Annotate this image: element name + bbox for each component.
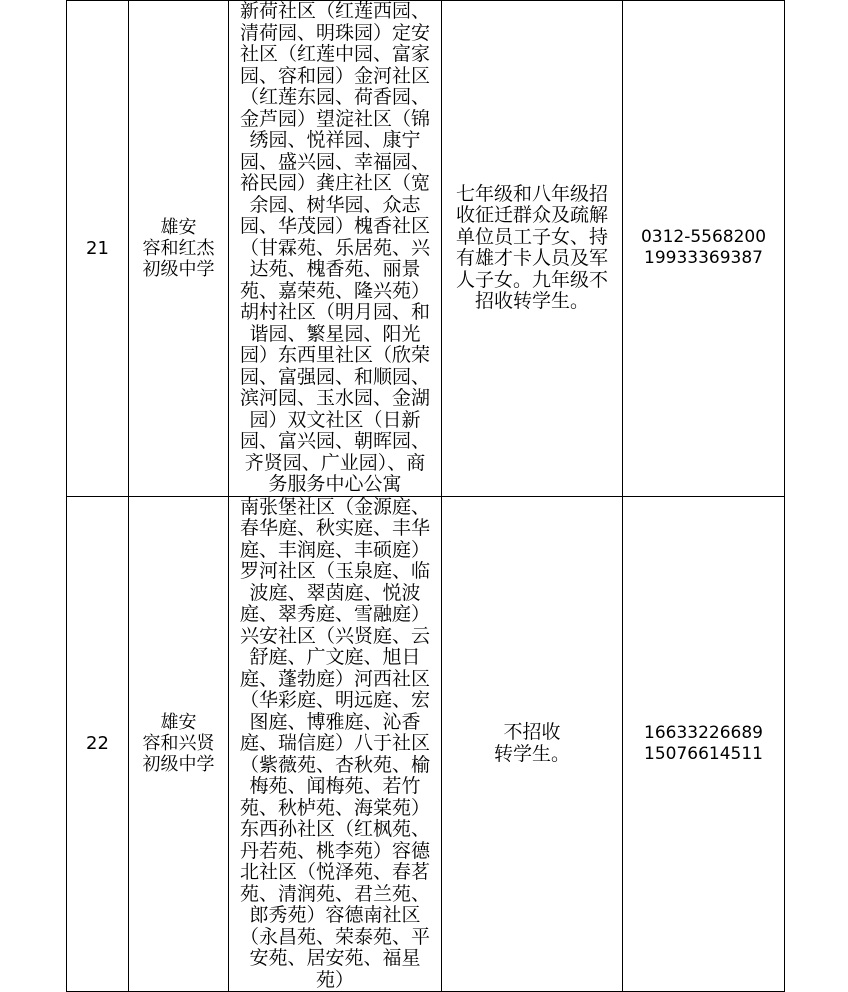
- school-name-line: 雄安: [160, 216, 197, 238]
- school-name-line: 初级中学: [142, 754, 215, 776]
- row-number: 21: [67, 1, 129, 497]
- enrollment-policy: 七年级和八年级招收征迁群众及疏解单位员工子女、持有雄才卡人员及军人子女。九年级不招收转学生。: [442, 1, 623, 497]
- phone-number: 15076614511: [644, 743, 763, 764]
- school-enrollment-table: [66, 0, 785, 992]
- school-name-line: 雄安: [160, 712, 197, 734]
- school-name: [129, 496, 229, 992]
- school-name-line: 容和红杰: [142, 237, 215, 259]
- contact-phones: [623, 496, 785, 992]
- school-name: [129, 1, 229, 497]
- table-row: [67, 1, 785, 497]
- school-name-line: 初级中学: [142, 258, 215, 280]
- enrollment-policy: [442, 496, 623, 992]
- policy-line: 不招收: [503, 721, 561, 744]
- row-number: 22: [67, 496, 129, 992]
- phone-number: 0312-5568200: [640, 227, 767, 248]
- school-name-line: 容和兴贤: [142, 733, 215, 755]
- phone-number: 19933369387: [644, 248, 763, 269]
- contact-phones: [623, 1, 785, 497]
- enrollment-area: 新荷社区（红莲西园、清荷园、明珠园）定安社区（红莲中园、富家园、容和园）金河社区（红莲东园、荷香园、金芦园）望淀社区（锦绣园、悦祥园、康宁园、盛兴园、幸福园、裕民园）龚庄社区（宽余园、树华园、众志园、华茂园）槐香社区（甘霖苑、乐居苑、兴达苑、槐香苑、丽景苑、嘉荣苑、隆兴苑）胡村社区（明月园、和谐园、繁星园、阳光园）东西里社区（欣荣园、富强园、和顺园、滨河园、玉水园、金湖园）双文社区（日新园、富兴园、朝晖园、齐贤园、广业园）、商务服务中心公寓: [229, 1, 442, 497]
- table-row: [67, 496, 785, 992]
- phone-number: 16633226689: [644, 722, 763, 743]
- enrollment-area: 南张堡社区（金源庭、春华庭、秋实庭、丰华庭、丰润庭、丰硕庭）罗河社区（玉泉庭、临波庭、翠茵庭、悦波庭、翠秀庭、雪融庭）兴安社区（兴贤庭、云舒庭、广文庭、旭日庭、蓬勃庭）河西社区（华彩庭、明远庭、宏图庭、博雅庭、沁香庭、瑞信庭）八于社区（紫薇苑、杏秋苑、榆梅苑、闻梅苑、若竹苑、秋栌苑、海棠苑）东西孙社区（红枫苑、丹若苑、桃李苑）容德北社区（悦泽苑、春茗苑、清润苑、君兰苑、郎秀苑）容德南社区（永昌苑、荣泰苑、平安苑、居安苑、福星苑）: [229, 496, 442, 992]
- policy-line: 转学生。: [493, 742, 570, 765]
